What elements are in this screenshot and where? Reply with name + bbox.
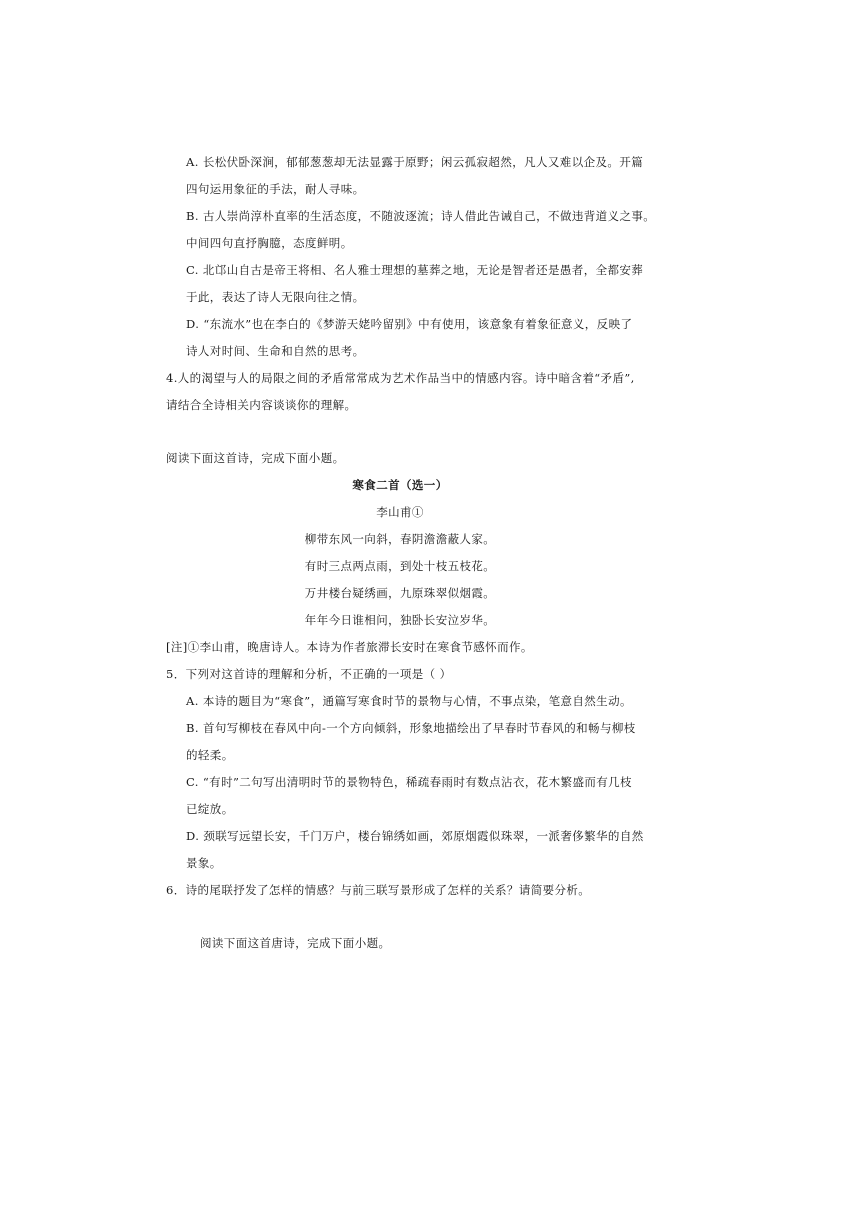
q3-option-c-line1: C. 北邙山自古是帝王将相、名人雅士理想的墓葬之地，无论是智者还是愚者，全都安葬 [186, 263, 644, 277]
q5-option-d-line2: 景象。 [186, 856, 222, 870]
section2-intro: 阅读下面这首诗，完成下面小题。 [166, 451, 345, 465]
section3-intro: 阅读下面这首唐诗，完成下面小题。 [200, 936, 391, 950]
q5-option-d-line1: D. 颈联写远望长安，千门万户，楼台锦绣如画，郊原烟霞似珠翠，一派奢侈繁华的自然 [186, 829, 644, 843]
poem-line-1: 柳带东风一向斜，春阴澹澹蔽人家。 [304, 532, 496, 546]
poem-line-3: 万井楼台疑绣画，九原珠翠似烟霞。 [304, 586, 496, 600]
q3-option-a-line1: A. 长松伏卧深涧，郁郁葱葱却无法显露于原野；闲云孤寂超然，凡人又难以企及。开篇 [186, 155, 644, 169]
poem-author: 李山甫① [376, 505, 424, 519]
q3-option-d-line2: 诗人对时间、生命和自然的思考。 [186, 344, 365, 358]
q4-line1: 4.人的渴望与人的局限之间的矛盾常常成为艺术作品当中的情感内容。诗中暗含着“矛盾”, [166, 371, 635, 385]
q5-option-b-line1: B. 首句写柳枝在春风中向-一个方向倾斜，形象地描绘出了早春时节春风的和畅与柳枝 [186, 721, 636, 735]
q5-option-a-line1: A. 本诗的题目为“寒食”，通篇写寒食时节的景物与心情，不事点染，笔意自然生动。 [186, 694, 632, 708]
q5-option-c-line1: C. “有时”二句写出清明时节的景物特色，稀疏春雨时有数点沾衣，花木繁盛而有几枝 [186, 775, 632, 789]
poem-note: [注]①李山甫，晚唐诗人。本诗为作者旅滞长安时在寒食节感怀而作。 [166, 640, 533, 654]
poem-title: 寒食二首（选一） [352, 478, 448, 492]
q3-option-a-line2: 四句运用象征的手法，耐人寻味。 [186, 182, 365, 196]
poem-line-4: 年年今日谁相问，独卧长安泣岁华。 [304, 613, 496, 627]
q3-option-c-line2: 于此，表达了诗人无限向往之情。 [186, 290, 365, 304]
q5-stem: 5．下列对这首诗的理解和分析，不正确的一项是（ ） [166, 667, 452, 681]
poem-line-2: 有时三点两点雨，到处十枝五枝花。 [304, 559, 496, 573]
q6: 6．诗的尾联抒发了怎样的情感？与前三联写景形成了怎样的关系？请简要分析。 [166, 883, 591, 897]
q5-option-b-line2: 的轻柔。 [186, 748, 234, 762]
q3-option-b-line1: B. 古人崇尚淳朴直率的生活态度，不随波逐流；诗人借此告诫自己，不做违背道义之事。 [186, 209, 656, 223]
q5-option-c-line2: 已绽放。 [186, 802, 234, 816]
q3-option-b-line2: 中间四句直抒胸臆，态度鲜明。 [186, 236, 353, 250]
q3-option-d-line1: D. “东流水”也在李白的《梦游天姥吟留别》中有使用，该意象有着象征意义，反映了 [186, 317, 633, 331]
q4-line2: 请结合全诗相关内容谈谈你的理解。 [166, 398, 357, 412]
